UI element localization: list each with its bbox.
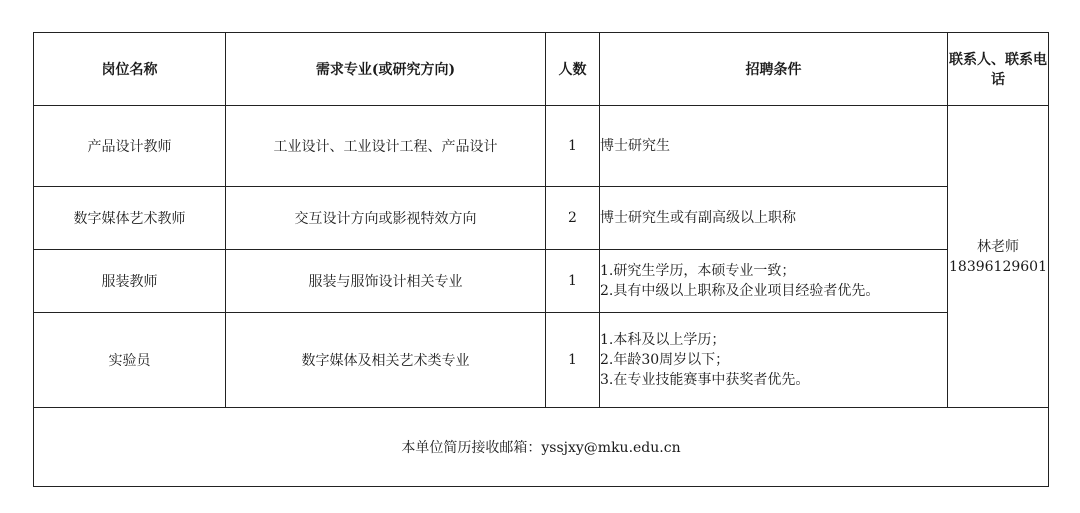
table-row	[34, 250, 1049, 313]
major-cell: 服装与服饰设计相关专业	[226, 250, 546, 313]
major-cell: 工业设计、工业设计工程、产品设计	[226, 106, 546, 187]
footer-row	[34, 408, 1049, 487]
contact-name: 林老师	[977, 238, 1019, 255]
header-conditions: 招聘条件	[600, 33, 948, 106]
major-cell: 交互设计方向或影视特效方向	[226, 187, 546, 250]
condition-line: 3.在专业技能赛事中获奖者优先。	[600, 372, 810, 388]
table-row	[34, 106, 1049, 187]
condition-line: 1.本科及以上学历；	[600, 332, 726, 348]
conditions-cell	[600, 106, 948, 187]
condition-line: 1.研究生学历，本硕专业一致；	[600, 263, 796, 279]
header-position: 岗位名称	[34, 33, 226, 106]
contact-phone: 18396129601	[949, 258, 1047, 275]
count-cell: 1	[546, 106, 600, 187]
conditions-cell	[600, 313, 948, 408]
condition-line: 2.具有中级以上职称及企业项目经验者优先。	[600, 283, 880, 299]
count-cell: 1	[546, 250, 600, 313]
condition-line: 2.年龄30周岁以下；	[600, 352, 730, 368]
header-row	[34, 33, 1049, 106]
conditions-cell	[600, 250, 948, 313]
header-contact: 联系人、联系电话	[948, 33, 1049, 106]
conditions-cell	[600, 187, 948, 250]
contact-cell	[948, 106, 1049, 408]
position-cell: 实验员	[34, 313, 226, 408]
table-row	[34, 187, 1049, 250]
email-note: 本单位简历接收邮箱：yssjxy@mku.edu.cn	[34, 408, 1049, 487]
header-count: 人数	[546, 33, 600, 106]
count-cell: 2	[546, 187, 600, 250]
header-major: 需求专业(或研究方向)	[226, 33, 546, 106]
position-cell: 数字媒体艺术教师	[34, 187, 226, 250]
recruitment-table	[33, 32, 1049, 487]
position-cell: 产品设计教师	[34, 106, 226, 187]
condition-line: 博士研究生或有副高级以上职称	[600, 210, 796, 226]
position-cell: 服装教师	[34, 250, 226, 313]
count-cell: 1	[546, 313, 600, 408]
table-row	[34, 313, 1049, 408]
major-cell: 数字媒体及相关艺术类专业	[226, 313, 546, 408]
condition-line: 博士研究生	[600, 138, 670, 154]
